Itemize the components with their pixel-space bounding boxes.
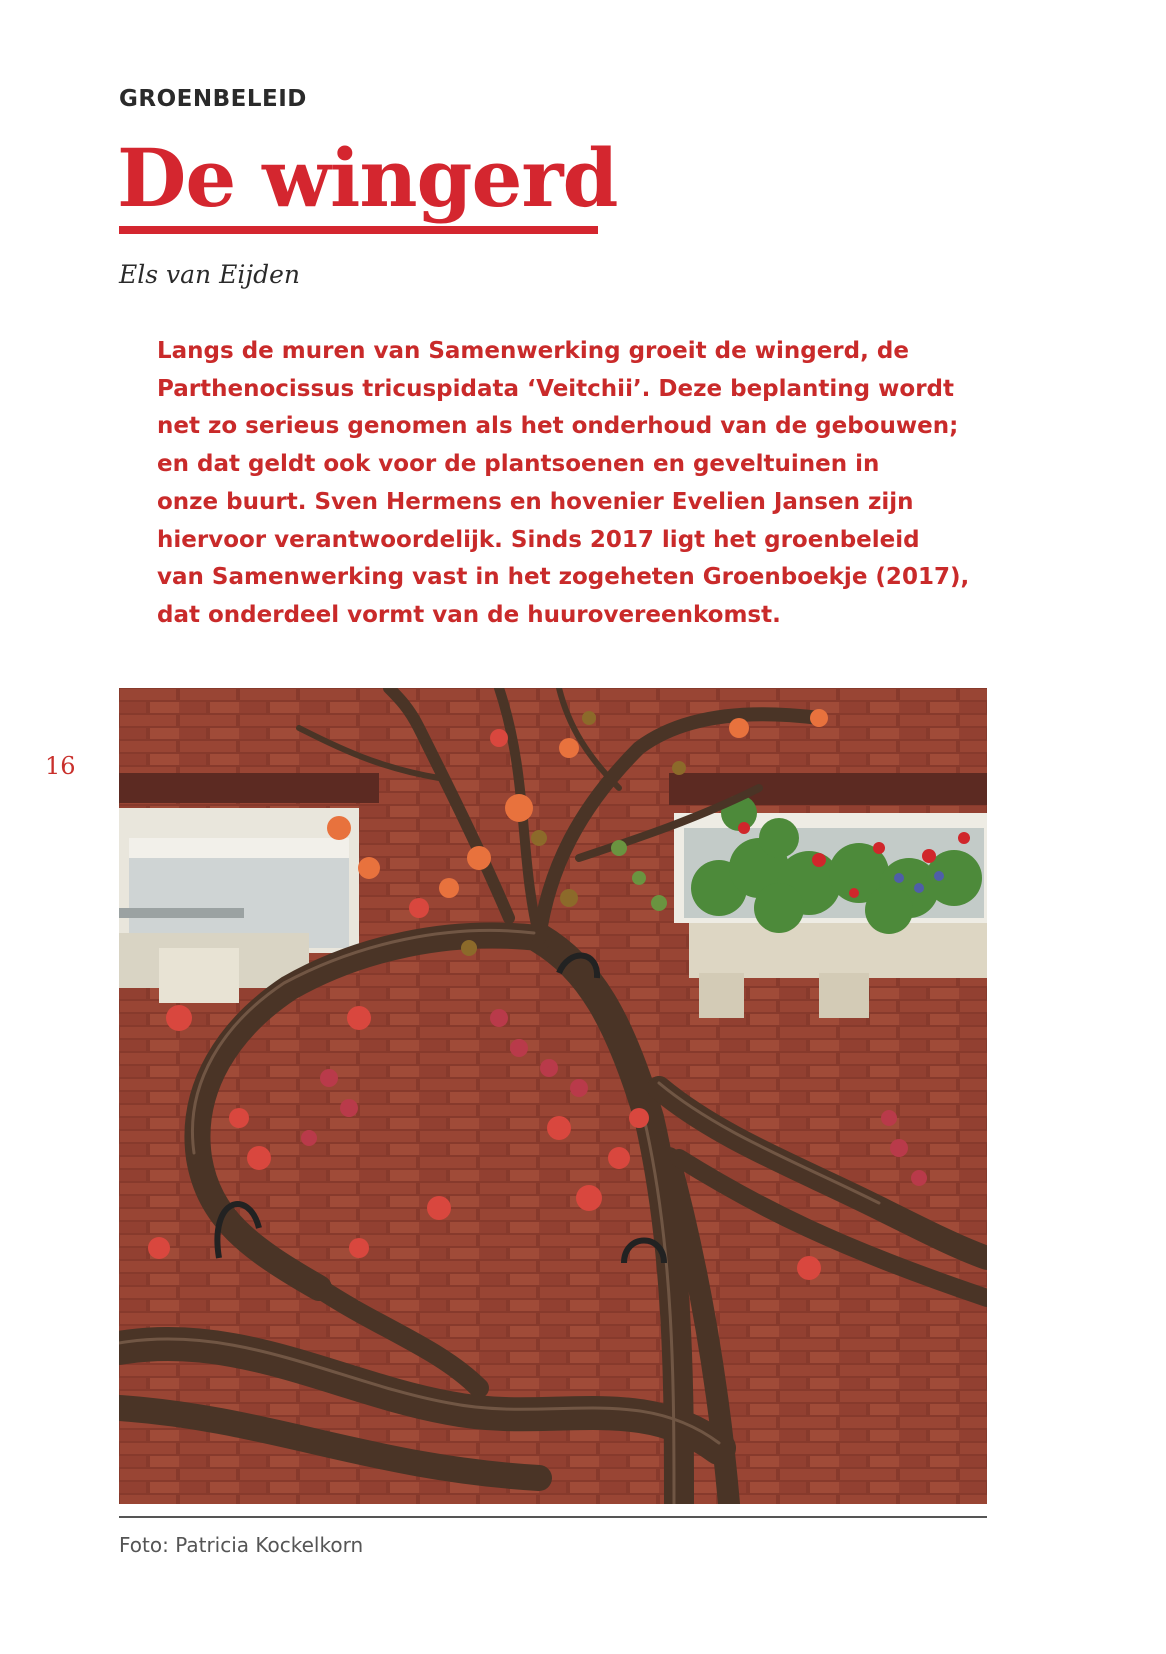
intro-line: net zo serieus genomen als het onderhoud van de gebouwen; <box>157 413 959 440</box>
intro-line: onze buurt. Sven Hermens en hovenier Evelien Jansen zijn <box>157 488 914 515</box>
intro-line: hiervoor verantwoordelijk. Sinds 2017 ligt het groenbeleid <box>157 526 920 553</box>
caption-divider <box>119 1516 987 1518</box>
article-title: De wingerd <box>117 131 618 225</box>
page-number: 16 <box>45 752 76 780</box>
title-underline <box>119 226 598 234</box>
intro-paragraph <box>157 333 997 635</box>
intro-line: en dat geldt ook voor de plantsoenen en geveltuinen in <box>157 451 880 478</box>
vine-photo <box>119 688 987 1504</box>
intro-line: dat onderdeel vormt van de huurovereenkomst. <box>157 601 781 628</box>
author-name: Els van Eijden <box>119 260 300 289</box>
photo-caption: Foto: Patricia Kockelkorn <box>119 1533 364 1557</box>
intro-line: Langs de muren van Samenwerking groeit de wingerd, de <box>157 338 909 364</box>
section-label: GROENBELEID <box>119 86 307 112</box>
intro-line: Parthenocissus tricuspidata ‘Veitchii’. Deze beplanting wordt <box>157 375 954 402</box>
intro-line: van Samenwerking vast in het zogeheten Groenboekje (2017), <box>157 564 970 591</box>
